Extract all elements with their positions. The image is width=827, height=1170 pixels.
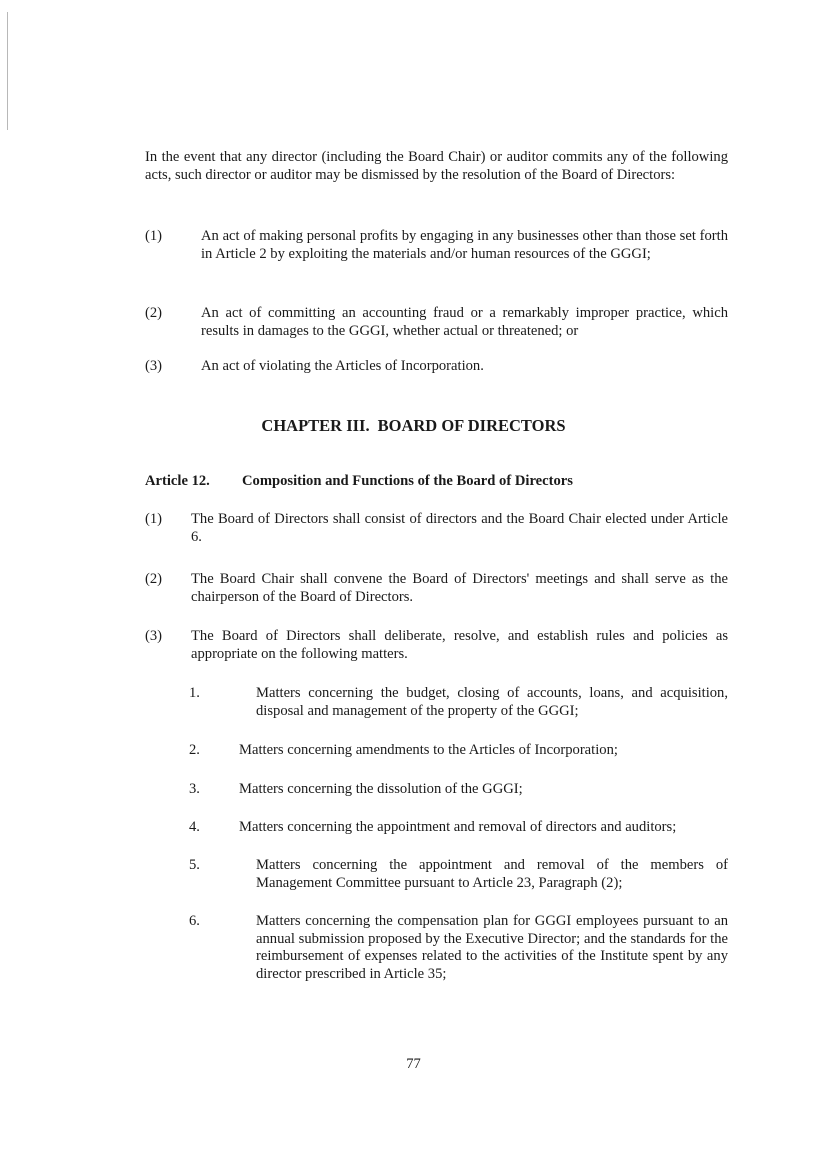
page-number: 77 (406, 1056, 421, 1072)
matter-number: 2. (189, 742, 200, 758)
scan-margin-line (7, 12, 8, 130)
matter-number: 1. (189, 685, 200, 701)
act-text: An act of violating the Articles of Incorporation. (201, 358, 484, 374)
chapter-title: BOARD OF DIRECTORS (377, 416, 566, 435)
matter-text: Matters concerning the budget, closing of accounts, loans, and acquisition, disposal and management of the property of the GGGI; (256, 685, 728, 719)
matter-text: Matters concerning the appointment and removal of directors and auditors; (239, 819, 677, 835)
matter-number: 5. (189, 857, 200, 873)
article-title: Composition and Functions of the Board of Directors (242, 473, 573, 489)
matter-number: 4. (189, 819, 200, 835)
article-number: Article 12. (145, 473, 210, 489)
matter-text: Matters concerning amendments to the Articles of Incorporation; (239, 742, 618, 758)
paragraph-number: (2) (145, 571, 163, 587)
matter-text: Matters concerning the appointment and removal of the members of Management Committee pursuant to Article 23, Paragraph (2); (256, 857, 728, 891)
chapter-number: CHAPTER III. (261, 416, 370, 435)
act-number: (3) (145, 358, 163, 374)
matter-number: 6. (189, 913, 200, 929)
paragraph-number: (1) (145, 511, 163, 527)
matter-number: 3. (189, 781, 200, 797)
act-text: An act of committing an accounting fraud or a remarkably improper practice, which results in damages to the GGGI, whether actual or threatened; or (201, 305, 728, 339)
act-number: (1) (145, 228, 163, 244)
chapter-heading (0, 416, 827, 436)
matter-text: Matters concerning the compensation plan for GGGI employees pursuant to an annual submission proposed by the Executive Director; and the standards for the reimbursement of expenses related to the activities of the Institute spent by any director prescribed in Article 35; (256, 913, 728, 982)
act-number: (2) (145, 305, 163, 321)
paragraph-text: The Board of Directors shall deliberate, resolve, and establish rules and policies as appropriate on the following matters. (191, 628, 728, 662)
paragraph-text: The Board of Directors shall consist of directors and the Board Chair elected under Article 6. (191, 511, 728, 545)
matter-text: Matters concerning the dissolution of the GGGI; (239, 781, 523, 797)
act-text: An act of making personal profits by engaging in any businesses other than those set forth in Article 2 by exploiting the materials and/or human resources of the GGGI; (201, 228, 728, 262)
paragraph-number: (3) (145, 628, 163, 644)
intro-paragraph: In the event that any director (including the Board Chair) or auditor commits any of the following acts, such director or auditor may be dismissed by the resolution of the Board of Directors: (145, 149, 728, 183)
paragraph-text: The Board Chair shall convene the Board of Directors' meetings and shall serve as the chairperson of the Board of Directors. (191, 571, 728, 605)
